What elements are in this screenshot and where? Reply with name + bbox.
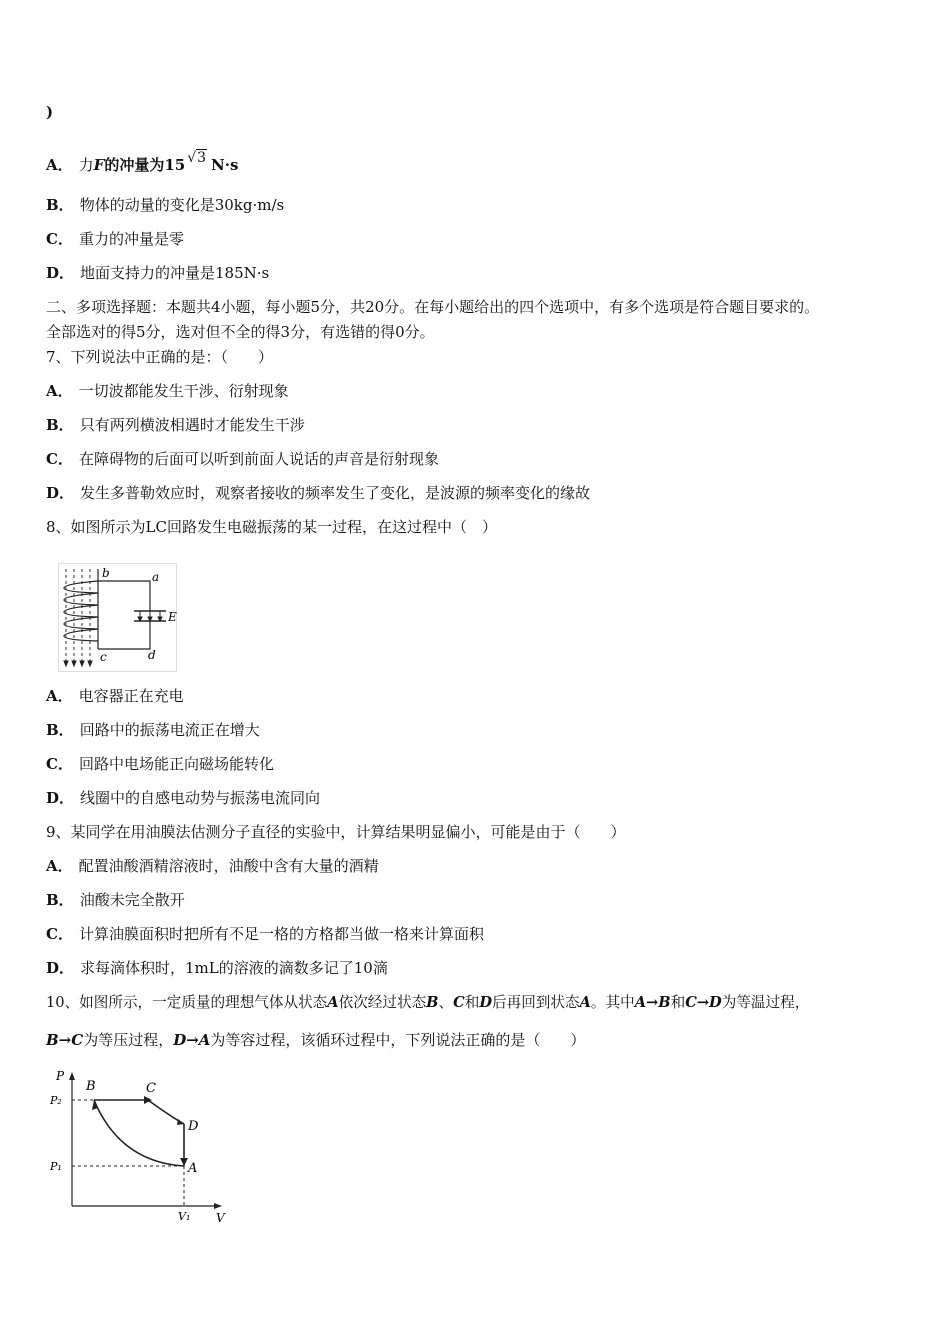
q10-stem-line1: 10、如图所示，一定质量的理想气体从状态A依次经过状态B、C和D后再回到状态A。其中A→B和C→D为等温过程， xyxy=(46,994,810,1011)
q6-closing-paren: ) xyxy=(46,103,54,121)
q8-option-a: A． 电容器正在充电 xyxy=(46,687,184,705)
capacitor-field-arrows xyxy=(138,611,162,621)
label-d: d xyxy=(148,648,156,662)
q10-stem-line2: B→C为等压过程，D→A为等容过程，该循环过程中，下列说法正确的是（ ） xyxy=(46,1031,586,1049)
q6-option-b: B． 物体的动量的变化是30kg·m/s xyxy=(46,196,285,214)
q9-option-a: A． 配置油酸酒精溶液时，油酸中含有大量的酒精 xyxy=(46,857,379,875)
state-a-label: A xyxy=(188,1161,198,1176)
wire-bottom xyxy=(98,621,150,649)
q9-option-c: C． 计算油膜面积时把所有不足一格的方格都当做一格来计算面积 xyxy=(46,925,484,943)
coil-field-arrows xyxy=(64,661,92,666)
q8-option-d: D． 线圈中的自感电动势与振荡电流同向 xyxy=(46,789,321,807)
p-axis-label: P xyxy=(56,1069,65,1083)
q6-option-d: D． 地面支持力的冲量是185N·s xyxy=(46,264,270,282)
option-label: A． xyxy=(46,156,73,174)
state-d-label: D xyxy=(188,1119,199,1134)
wire-top xyxy=(98,581,150,611)
q6-option-c: C． 重力的冲量是零 xyxy=(46,230,184,248)
q8-stem: 8、如图所示为LC回路发生电磁振荡的某一过程，在这过程中（ ） xyxy=(46,518,497,536)
label-c: c xyxy=(100,650,107,664)
section2-line2: 全部选对的得5分，选对但不全的得3分，有选错的得0分。 xyxy=(46,323,435,341)
cd-arrow xyxy=(177,1119,184,1125)
p2-label: P₂ xyxy=(50,1094,62,1107)
q7-option-b: B． 只有两列横波相遇时才能发生干涉 xyxy=(46,416,305,434)
q7-stem: 7、下列说法中正确的是：（ ） xyxy=(46,348,274,366)
lc-circuit-figure xyxy=(58,563,180,675)
q6-option-a: A． 力F的冲量为15 √3 N·s xyxy=(46,150,239,174)
da-arrow xyxy=(180,1158,188,1166)
label-a: a xyxy=(152,570,160,584)
q8-option-c: C． 回路中电场能正向磁场能转化 xyxy=(46,755,274,773)
v-axis-label: V xyxy=(216,1211,225,1225)
state-c-label: C xyxy=(146,1081,156,1096)
pv-diagram-figure xyxy=(50,1068,230,1228)
p-axis-arrow xyxy=(69,1072,75,1080)
v1-label: V₁ xyxy=(178,1210,191,1223)
v-axis-arrow xyxy=(214,1203,222,1209)
q9-option-d: D． 求每滴体积时，1mL的溶液的滴数多记了10滴 xyxy=(46,959,388,977)
coil-windings xyxy=(64,581,98,641)
state-b-label: B xyxy=(86,1079,96,1094)
q9-option-b: B． 油酸未完全散开 xyxy=(46,891,185,909)
q7-option-a: A． 一切波都能发生干涉、衍射现象 xyxy=(46,382,289,400)
q7-option-c: C． 在障碍物的后面可以听到前面人说话的声音是衍射现象 xyxy=(46,450,439,468)
ab-process xyxy=(94,1100,184,1166)
q7-option-d: D． 发生多普勒效应时，观察者接收的频率发生了变化，是波源的频率变化的缘故 xyxy=(46,484,591,502)
q9-stem: 9、某同学在用油膜法估测分子直径的实验中，计算结果明显偏小，可能是由于（ ） xyxy=(46,823,626,841)
q8-option-b: B． 回路中的振荡电流正在增大 xyxy=(46,721,260,739)
sqrt-symbol: √3 xyxy=(187,150,207,166)
label-b: b xyxy=(102,566,110,580)
label-e: E xyxy=(168,610,177,624)
p1-label: P₁ xyxy=(50,1160,62,1173)
section2-line1: 二、多项选择题：本题共4小题，每小题5分，共20分。在每小题给出的四个选项中，有多个选项是符合题目要求的。 xyxy=(46,298,820,316)
